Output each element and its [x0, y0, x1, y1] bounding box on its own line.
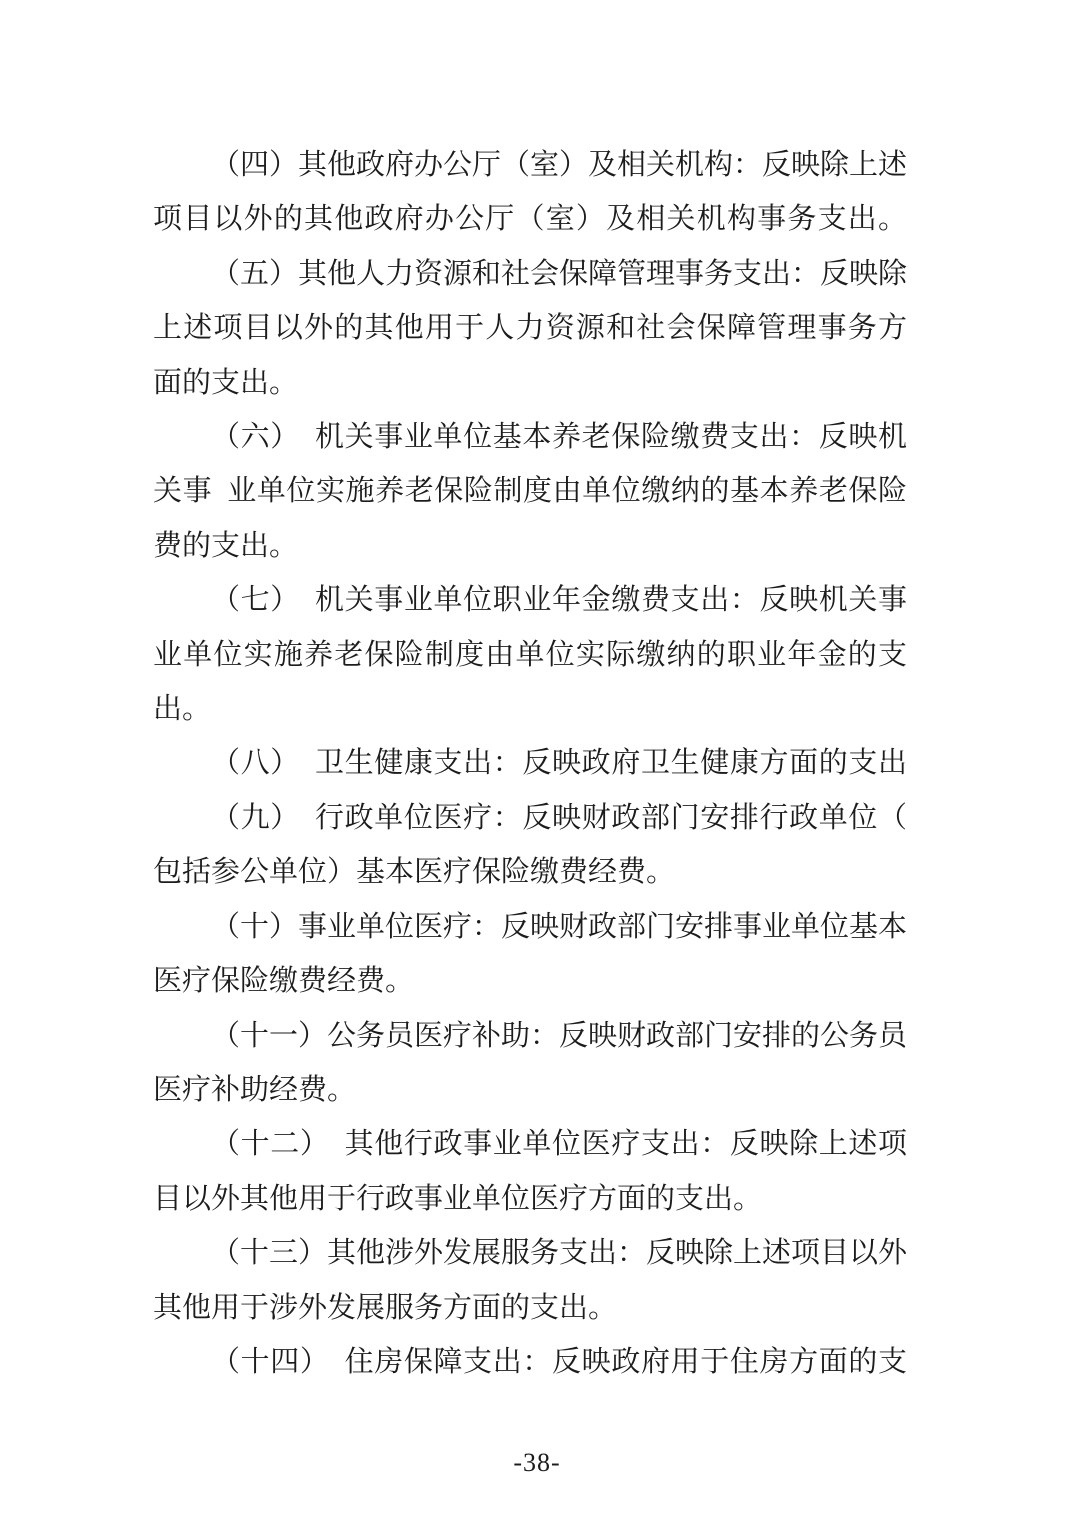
text-line: 目以外其他用于行政事业单位医疗方面的支出。	[153, 1182, 763, 1215]
document-page-body	[153, 138, 907, 1389]
text-line: （四）其他政府办公厅（室）及相关机构：反映除上述	[211, 149, 908, 181]
text-line: 出。	[153, 693, 212, 726]
page-number: -38-	[513, 1448, 561, 1477]
paragraph	[153, 1117, 907, 1226]
text-line: （十）事业单位医疗：反映财政部门安排事业单位基本	[211, 910, 908, 943]
text-line: （十四） 住房保障支出：反映政府用于住房方面的支	[211, 1345, 907, 1378]
paragraph	[153, 247, 907, 410]
text-line: 医疗保险缴费经费。	[153, 965, 415, 998]
text-line: 项目以外的其他政府办公厅（室）及相关机构事务支出。	[153, 203, 907, 236]
text-line: 面的支出。	[153, 366, 299, 399]
text-line: （五）其他人力资源和社会保障管理事务支出：反映除	[211, 257, 908, 290]
paragraph	[153, 138, 907, 247]
paragraph	[153, 410, 907, 573]
text-line: （八） 卫生健康支出：反映政府卫生健康方面的支出	[211, 747, 907, 780]
text-line: 其他用于涉外发展服务方面的支出。	[153, 1291, 618, 1324]
text-line: （十二） 其他行政事业单位医疗支出：反映除上述项	[211, 1128, 907, 1161]
paragraph	[153, 573, 907, 736]
paragraph	[153, 1009, 907, 1118]
text-line: 关事 业单位实施养老保险制度由单位缴纳的基本养老保险	[153, 475, 907, 508]
paragraph	[153, 900, 907, 1009]
paragraph	[153, 1335, 907, 1389]
text-line: 业单位实施养老保险制度由单位实际缴纳的职业年金的支	[153, 638, 907, 671]
text-line: 包括参公单位）基本医疗保险缴费经费。	[153, 856, 676, 889]
text-line: （七） 机关事业单位职业年金缴费支出：反映机关事	[211, 584, 907, 617]
text-line: 费的支出。	[153, 529, 299, 562]
text-line: （六） 机关事业单位基本养老保险缴费支出：反映机	[211, 421, 907, 454]
paragraph	[153, 736, 907, 790]
paragraph	[153, 791, 907, 900]
text-line: （九） 行政单位医疗：反映财政部门安排行政单位（	[211, 801, 907, 834]
text-line: 上述项目以外的其他用于人力资源和社会保障管理事务方	[153, 312, 907, 345]
text-line: （十一）公务员医疗补助：反映财政部门安排的公务员	[211, 1019, 908, 1052]
text-line: 医疗补助经费。	[153, 1073, 357, 1106]
paragraph	[153, 1226, 907, 1335]
text-line: （十三）其他涉外发展服务支出：反映除上述项目以外	[211, 1237, 908, 1270]
